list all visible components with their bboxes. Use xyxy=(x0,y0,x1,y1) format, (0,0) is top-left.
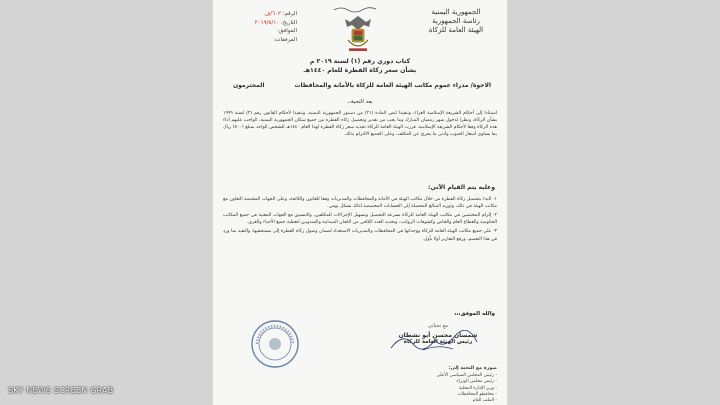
signatory-title: رئيس الهيئة العامة للزكاة xyxy=(403,339,473,346)
salutation-row xyxy=(223,82,497,92)
letter-page xyxy=(213,0,507,405)
letterhead-line: الجمهورية اليمنية xyxy=(431,8,481,16)
closing-line: والله الموفق،،، xyxy=(454,311,495,317)
letterhead-line: الهيئة العامة للزكاة xyxy=(428,25,484,34)
number-label: الرقم: xyxy=(282,11,297,17)
corresponding-label: الموافق: xyxy=(277,28,297,35)
list-item: ٢- إلزام المختصين في مكاتب الهيئة العامة للزكاة بسرعة التحصيل وتسهيل الإجراءات للمكلفين، والتنسيق مع الجهات المعنية في جميع المكاتب الحكومية والقطاع العام والخاص وكشوفات الرواتب، وتحديد العدد الكافي من اللجان الميدانية والمندوبين لتغطية جميع الأحياء والقرى. xyxy=(223,213,497,226)
letterhead-right xyxy=(413,8,499,34)
letterhead-left xyxy=(219,10,297,44)
attachments-label: المرفقات: xyxy=(273,36,297,43)
title-line: كتاب دوري رقم (١) لسنة ٢٠١٩ م xyxy=(309,58,411,65)
number-value: ٦٠٢/ف xyxy=(264,11,281,17)
honorific: المحترمون xyxy=(233,82,265,89)
salutation: الاخوة/ مدراء عموم مكاتب الهيئة العامة للزكاة بالأمانة والمحافظات xyxy=(294,82,491,89)
list-item: - رئيس مجلس الوزراء xyxy=(456,379,497,385)
list-item: - وزير الإدارة المحلية xyxy=(458,385,497,391)
copy-to-heading: صورة مع التحية إلى: xyxy=(448,366,497,371)
list-item: - الملف العام xyxy=(472,398,497,404)
national-emblem-icon xyxy=(335,12,381,56)
letterhead-line: رئاسة الجمهورية xyxy=(432,16,480,25)
background-right xyxy=(508,0,720,405)
letter-title xyxy=(233,58,487,76)
date-value: ٢٠١٩/٥/١٠ xyxy=(254,19,280,26)
signature-greeting: مع تحياتي xyxy=(427,323,449,329)
list-item: ٣- على جميع مكاتب الهيئة العامة للزكاة ووحداتها في المحافظات والمديريات الاستعداد لضمان وصول زكاة الفطرة إلى مستحقيها، والتقيد بما ورد في هذا التعميم، ورفع التقارير أولا بأول. xyxy=(223,229,497,242)
list-item: ١- البدء بتحصيل زكاة الفطرة من خلال مكاتب الهيئة في الأمانة والمحافظات والمديريات وفقا للقانون واللائحة، وعلى الجهات المختصة التعاون مع مكاتب الهيئة في ذلك، وتوريد المبالغ المحصلة إلى الحسابات المخصصة لذلك بشكل يومي. xyxy=(223,197,497,210)
signature-scribble-icon xyxy=(383,330,483,354)
number-field xyxy=(219,10,297,19)
copy-to-list xyxy=(401,366,497,405)
title-line: بشأن سعر زكاة الفطرة للعام ١٤٤٠هـ xyxy=(303,66,417,74)
intro-paragraph: استنادا إلى أحكام الشريعة الإسلامية الغراء، وتنفيذا لنص المادة (٢١) من دستور الجمهورية اليمنية، وتنفيذا لأحكام القانون رقم (٢) لسنة ١٩٩٩ بشأن الزكاة، ونظرا لدخول شهر رمضان المبارك وما يجب من تقدير وتحصيل زكاة الفطرة من جميع سكان الجمهورية اليمنية، الواجب عليهم أداء هذه الزكاة وفقا لأحكام الشريعة الإسلامية، قررت الهيئة العامة للزكاة تحديد سعر زكاة الفطرة لهذا العام ١٤٤٠هـ للشخص الواحد بمبلغ (٥٠٠) ريال بما يساوي أسعار الحبوب وأدنى ما يجزئ عن المكلف، وعلى الجميع الالتزام بذلك. xyxy=(223,111,497,138)
broadcast-caption: SKY NEWS SCREEN GRAB xyxy=(8,386,114,395)
date-label: التاريخ: xyxy=(280,19,297,26)
section-heading: وعليه يتم القيام الآتي: xyxy=(427,184,495,191)
official-stamp-icon xyxy=(249,318,301,370)
greeting: بعد التحية،، xyxy=(347,99,373,105)
list-item: - رئيس المجلس السياسي الأعلى xyxy=(436,372,497,378)
background-left xyxy=(0,0,212,405)
numbered-items xyxy=(223,196,497,245)
date-field xyxy=(219,19,297,28)
list-item: - محافظو المحافظات xyxy=(457,392,497,398)
signatory-name: شمسان محسن أبو نشطان xyxy=(398,331,478,339)
